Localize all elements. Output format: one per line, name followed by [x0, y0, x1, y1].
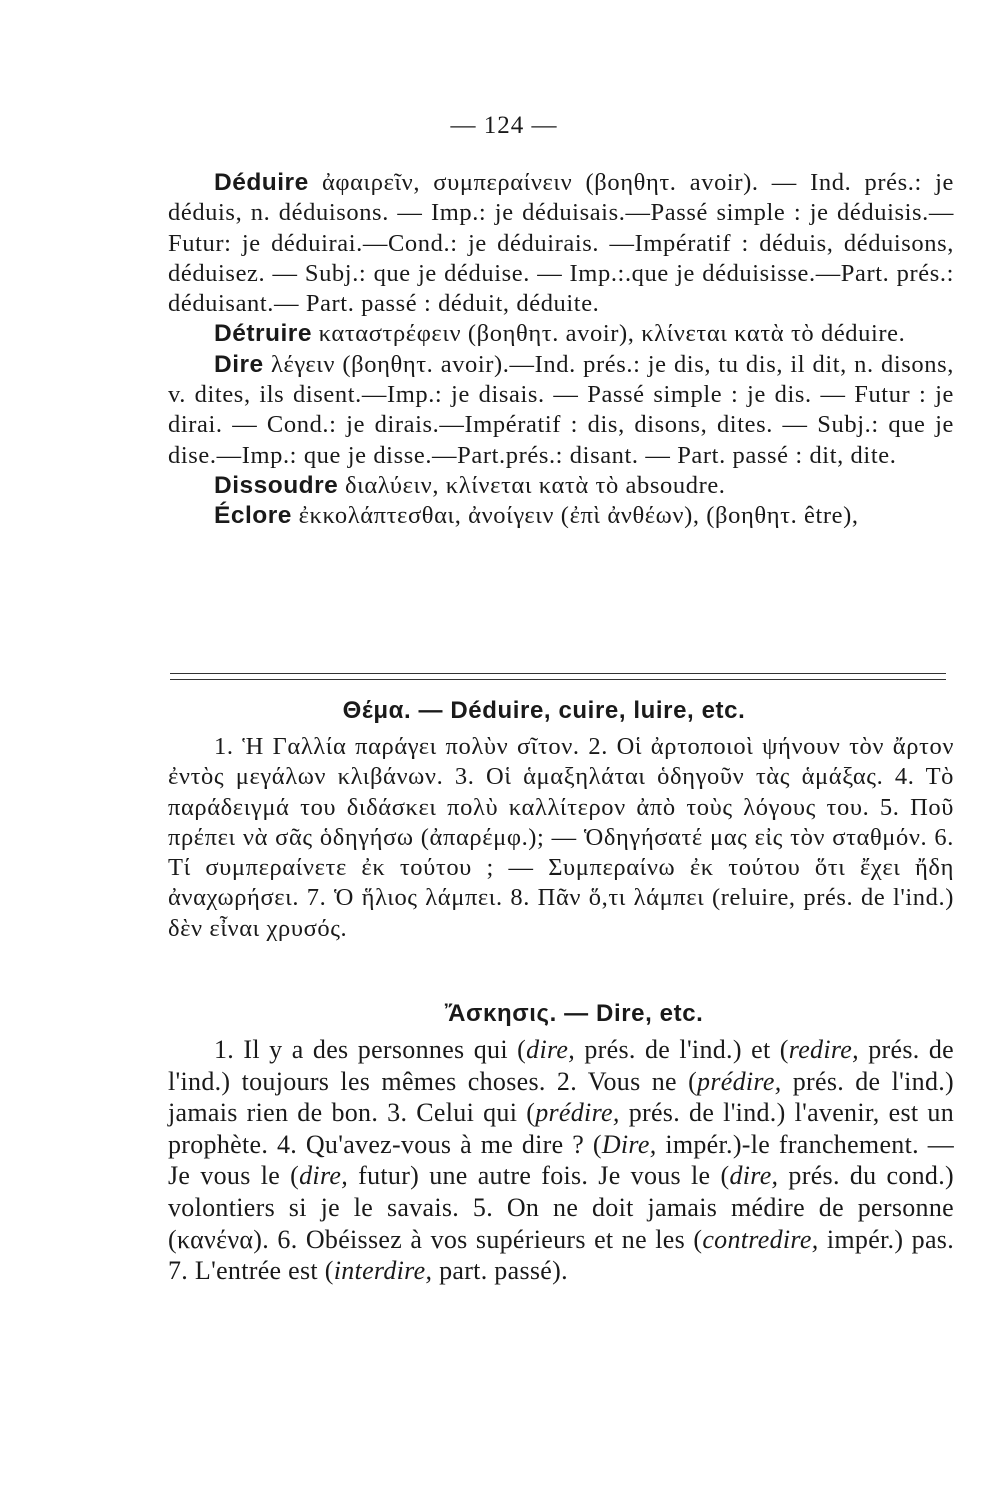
verb-entries: [168, 168, 954, 532]
theme-section: [168, 732, 954, 944]
verb-infinitive: interdire,: [333, 1256, 433, 1286]
verb-infinitive: dire,: [526, 1035, 576, 1064]
verb-entry-eclore: [168, 501, 954, 531]
entry-text: ἀφαιρεῖν, συμπεραίνειν (βοηθητ. avoir). — Ind. prés.: je déduis, n. déduisons. — Imp.: je déduisais.—Passé simple : je déduisis.—Futur: je déduirai.—Cond.: je déduirais. —Impératif : déduis, déduisons, déduisez. — Subj.: que je déduise. — Imp.:.que je déduisisse.—Part. prés.: déduisant.— Part. passé : déduit, déduite.: [168, 169, 954, 318]
verb-infinitive: contredire,: [702, 1224, 819, 1254]
entry-text: ἐκκολάπτεσθαι, ἀνοίγειν (ἐπὶ ἀνθέων), (βοηθητ. être),: [291, 502, 859, 530]
exercise-heading: Ἄσκησις. — Dire, etc.: [444, 1000, 704, 1027]
headword: Éclore: [214, 502, 292, 530]
entry-text: διαλύειν, κλίνεται κατὰ τὸ absoudre.: [338, 471, 726, 499]
verb-infinitive: prédire,: [697, 1066, 782, 1096]
exercise-segment: prés. du cond.) volontiers si je le savais. 5. On ne doit jamais médire de personne (κανένα). 6. Obéissez à vos supérieurs et ne les (: [168, 1161, 954, 1254]
verb-infinitive: prédire,: [535, 1098, 620, 1128]
exercise-text: [168, 1034, 954, 1287]
headword: Déduire: [214, 169, 309, 196]
theme-heading: Θέμα. — Déduire, cuire, luire, etc.: [342, 697, 746, 724]
divider-rule: [170, 679, 946, 680]
exercise-segment: prés. de l'ind.) l'avenir, est un prophète. 4. Qu'avez-vous à me dire ? (: [168, 1098, 954, 1159]
verb-infinitive: Dire,: [601, 1129, 657, 1159]
exercise-segment: prés. de l'ind.) jamais rien de bon. 3. Celui qui (: [168, 1066, 954, 1128]
exercise-segment: 1. Il y a des personnes qui (: [214, 1035, 527, 1064]
headword: Détruire: [214, 320, 312, 348]
exercise-segment: impér.) pas. 7. L'entrée est (: [168, 1224, 954, 1286]
verb-infinitive: dire,: [729, 1161, 779, 1191]
verb-infinitive: redire,: [788, 1035, 859, 1064]
headword: Dire: [214, 350, 264, 378]
exercise-segment: impér.)-le franchement. — Je vous le (: [168, 1129, 954, 1191]
entry-text: καταστρέφειν (βοηθητ. avoir), κλίνεται κατὰ τὸ déduire.: [311, 320, 906, 348]
exercise-segment: prés. de l'ind.) toujours les mêmes choses. 2. Vous ne (: [168, 1035, 955, 1096]
headword: Dissoudre: [214, 471, 339, 499]
exercise-segment: futur) une autre fois. Je vous le (: [348, 1161, 730, 1191]
verb-entry-dissoudre: [168, 471, 954, 501]
verb-infinitive: dire,: [299, 1161, 349, 1191]
theme-text: 1. Ἡ Γαλλία παράγει πολὺν σῖτον. 2. Οἱ ἀρτοποιοὶ ψήνουν τὸν ἄρτον ἐντὸς μεγάλων κλιβάνων. 3. Οἱ ἁμαξηλάται ὁδηγοῦν τὰς ἁμάξας. 4. Τὸ παράδειγμά του διδάσκει πολὺ καλλίτερον ἀπὸ τοὺς λόγους του. 5. Ποῦ πρέπει νὰ σᾶς ὁδηγήσω (ἀπαρέμφ.); — Ὁδηγήσατέ μας εἰς τὸν σταθμόν. 6. Τί συμπεραίνετε ἐκ τούτου ; — Συμπεραίνω ἐκ τούτου ὅτι ἔχει ἤδη ἀναχωρήσει. 7. Ὁ ἥλιος λάμπει. 8. Πᾶν ὅ,τι λάμπει (reluire, prés. de l'ind.) δὲν εἶναι χρυσός.: [168, 733, 954, 942]
entry-text: λέγειν (βοηθητ. avoir).—Ind. prés.: je dis, tu dis, il dit, n. disons, v. dites, ils disent.—Imp.: je disais. — Passé simple : je dis. — Futur : je dirai. — Cond.: je dirais.—Impératif : dis, disons, dites. — Subj.: que je dise.—Imp.: que je disse.—Part.prés.: disant. — Part. passé : dit, dite.: [168, 350, 954, 469]
verb-entry-dire: [168, 350, 954, 471]
divider-rule: [170, 673, 946, 674]
verb-entry-deduire: [168, 168, 954, 319]
exercise-section: [168, 1034, 954, 1287]
exercise-segment: part. passé).: [432, 1256, 568, 1286]
verb-entry-detruire: [168, 319, 954, 349]
exercise-segment: prés. de l'ind.) et (: [575, 1035, 789, 1064]
page-number: — 124 —: [450, 112, 558, 139]
